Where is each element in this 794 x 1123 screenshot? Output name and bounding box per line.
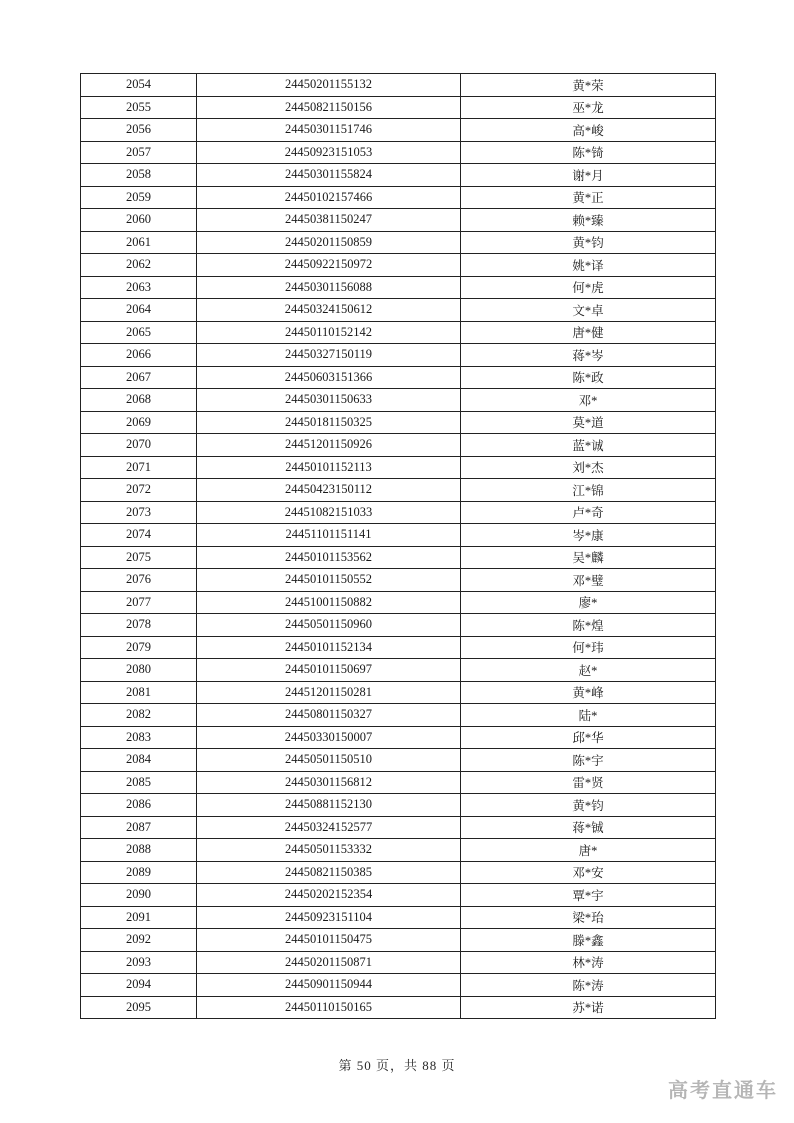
cell-sequence-number: 2092 [81,929,197,952]
cell-sequence-number: 2083 [81,726,197,749]
table-row [81,254,716,277]
cell-exam-id: 24451101151141 [197,524,461,547]
cell-exam-id: 24450881152130 [197,794,461,817]
cell-sequence-number: 2055 [81,96,197,119]
cell-name: 江*锦 [461,479,716,502]
cell-exam-id: 24450301150633 [197,389,461,412]
cell-exam-id: 24450101150552 [197,569,461,592]
table-row [81,164,716,187]
cell-exam-id: 24450202152354 [197,884,461,907]
cell-exam-id: 24451201150281 [197,681,461,704]
cell-sequence-number: 2093 [81,951,197,974]
cell-exam-id: 24450101150475 [197,929,461,952]
table-row [81,479,716,502]
cell-exam-id: 24450101153562 [197,546,461,569]
cell-sequence-number: 2078 [81,614,197,637]
table-row [81,929,716,952]
cell-name: 陈*锜 [461,141,716,164]
cell-name: 滕*鑫 [461,929,716,952]
table-row [81,141,716,164]
cell-name: 廖* [461,591,716,614]
table-row [81,906,716,929]
cell-name: 蓝*诚 [461,434,716,457]
cell-name: 陈*宇 [461,749,716,772]
table-row [81,389,716,412]
cell-sequence-number: 2095 [81,996,197,1019]
cell-exam-id: 24450821150385 [197,861,461,884]
cell-name: 邓*安 [461,861,716,884]
cell-name: 雷*贤 [461,771,716,794]
table-row [81,951,716,974]
table-row [81,96,716,119]
table-row [81,726,716,749]
cell-sequence-number: 2089 [81,861,197,884]
cell-exam-id: 24450201150871 [197,951,461,974]
cell-name: 陆* [461,704,716,727]
cell-exam-id: 24450201155132 [197,74,461,97]
cell-sequence-number: 2066 [81,344,197,367]
cell-sequence-number: 2091 [81,906,197,929]
cell-sequence-number: 2059 [81,186,197,209]
cell-sequence-number: 2058 [81,164,197,187]
cell-exam-id: 24450324150612 [197,299,461,322]
cell-exam-id: 24450821150156 [197,96,461,119]
table-row [81,614,716,637]
cell-sequence-number: 2064 [81,299,197,322]
table-row [81,299,716,322]
cell-sequence-number: 2068 [81,389,197,412]
cell-sequence-number: 2065 [81,321,197,344]
table-row [81,344,716,367]
cell-exam-id: 24450110152142 [197,321,461,344]
cell-name: 唐* [461,839,716,862]
table-row [81,321,716,344]
table-row [81,974,716,997]
table-row [81,816,716,839]
watermark-text: 高考直通车 [668,1080,778,1102]
cell-name: 邱*华 [461,726,716,749]
cell-sequence-number: 2075 [81,546,197,569]
table-row [81,861,716,884]
cell-name: 谢*月 [461,164,716,187]
table-row [81,456,716,479]
cell-sequence-number: 2084 [81,749,197,772]
cell-exam-id: 24450301156088 [197,276,461,299]
cell-name: 黄*峰 [461,681,716,704]
cell-sequence-number: 2076 [81,569,197,592]
cell-exam-id: 24450801150327 [197,704,461,727]
cell-sequence-number: 2054 [81,74,197,97]
cell-sequence-number: 2074 [81,524,197,547]
cell-sequence-number: 2073 [81,501,197,524]
cell-sequence-number: 2087 [81,816,197,839]
cell-sequence-number: 2071 [81,456,197,479]
cell-exam-id: 24450201150859 [197,231,461,254]
cell-name: 苏*诺 [461,996,716,1019]
cell-name: 刘*杰 [461,456,716,479]
cell-exam-id: 24450102157466 [197,186,461,209]
cell-name: 陈*政 [461,366,716,389]
cell-name: 陈*涛 [461,974,716,997]
cell-exam-id: 24450301151746 [197,119,461,142]
student-list-table [80,73,716,1019]
cell-name: 何*虎 [461,276,716,299]
cell-name: 何*玮 [461,636,716,659]
cell-name: 文*卓 [461,299,716,322]
table-row [81,411,716,434]
cell-exam-id: 24450301155824 [197,164,461,187]
table-row [81,569,716,592]
table-row [81,749,716,772]
table-row [81,839,716,862]
cell-sequence-number: 2088 [81,839,197,862]
table-row [81,434,716,457]
cell-name: 卢*奇 [461,501,716,524]
cell-name: 岑*康 [461,524,716,547]
cell-name: 吴*麟 [461,546,716,569]
cell-exam-id: 24450923151053 [197,141,461,164]
cell-exam-id: 24450501150960 [197,614,461,637]
cell-sequence-number: 2056 [81,119,197,142]
cell-exam-id: 24450327150119 [197,344,461,367]
table-row [81,681,716,704]
cell-sequence-number: 2085 [81,771,197,794]
table-row [81,546,716,569]
cell-sequence-number: 2061 [81,231,197,254]
table-row [81,209,716,232]
cell-exam-id: 24451082151033 [197,501,461,524]
table-row [81,74,716,97]
cell-exam-id: 24450501150510 [197,749,461,772]
cell-name: 陈*煌 [461,614,716,637]
cell-name: 黄*钧 [461,794,716,817]
table-row [81,501,716,524]
cell-exam-id: 24450381150247 [197,209,461,232]
cell-name: 赵* [461,659,716,682]
cell-exam-id: 24450922150972 [197,254,461,277]
cell-sequence-number: 2079 [81,636,197,659]
cell-sequence-number: 2080 [81,659,197,682]
cell-exam-id: 24451201150926 [197,434,461,457]
cell-name: 巫*龙 [461,96,716,119]
cell-exam-id: 24450110150165 [197,996,461,1019]
table-row [81,524,716,547]
table-row [81,366,716,389]
cell-name: 蒋*铖 [461,816,716,839]
cell-sequence-number: 2063 [81,276,197,299]
cell-sequence-number: 2057 [81,141,197,164]
table-row [81,119,716,142]
cell-name: 黄*钧 [461,231,716,254]
page-number-footer: 第 50 页，共 88 页 [338,1058,456,1073]
cell-sequence-number: 2077 [81,591,197,614]
cell-name: 蒋*岑 [461,344,716,367]
cell-name: 梁*珆 [461,906,716,929]
table-row [81,704,716,727]
cell-exam-id: 24450181150325 [197,411,461,434]
table-row [81,884,716,907]
cell-sequence-number: 2070 [81,434,197,457]
table-row [81,659,716,682]
cell-name: 莫*道 [461,411,716,434]
cell-name: 邓* [461,389,716,412]
cell-name: 黄*荣 [461,74,716,97]
table-row [81,591,716,614]
cell-sequence-number: 2072 [81,479,197,502]
table-row [81,636,716,659]
cell-sequence-number: 2067 [81,366,197,389]
cell-exam-id: 24450101152134 [197,636,461,659]
cell-name: 姚*译 [461,254,716,277]
cell-sequence-number: 2090 [81,884,197,907]
table-row [81,186,716,209]
cell-name: 林*涛 [461,951,716,974]
table-row [81,794,716,817]
table-row [81,771,716,794]
cell-name: 高*峻 [461,119,716,142]
cell-exam-id: 24450501153332 [197,839,461,862]
cell-sequence-number: 2081 [81,681,197,704]
cell-name: 覃*宇 [461,884,716,907]
cell-exam-id: 24450923151104 [197,906,461,929]
cell-exam-id: 24450423150112 [197,479,461,502]
cell-exam-id: 24451001150882 [197,591,461,614]
cell-sequence-number: 2060 [81,209,197,232]
cell-exam-id: 24450324152577 [197,816,461,839]
table-body [81,74,716,1019]
cell-exam-id: 24450301156812 [197,771,461,794]
cell-exam-id: 24450101150697 [197,659,461,682]
cell-name: 邓*璧 [461,569,716,592]
cell-name: 黄*正 [461,186,716,209]
cell-sequence-number: 2082 [81,704,197,727]
cell-name: 唐*健 [461,321,716,344]
table-row [81,996,716,1019]
cell-exam-id: 24450901150944 [197,974,461,997]
cell-exam-id: 24450330150007 [197,726,461,749]
cell-sequence-number: 2062 [81,254,197,277]
table-row [81,231,716,254]
cell-name: 赖*臻 [461,209,716,232]
cell-exam-id: 24450603151366 [197,366,461,389]
cell-sequence-number: 2069 [81,411,197,434]
cell-sequence-number: 2094 [81,974,197,997]
cell-sequence-number: 2086 [81,794,197,817]
table-row [81,276,716,299]
cell-exam-id: 24450101152113 [197,456,461,479]
